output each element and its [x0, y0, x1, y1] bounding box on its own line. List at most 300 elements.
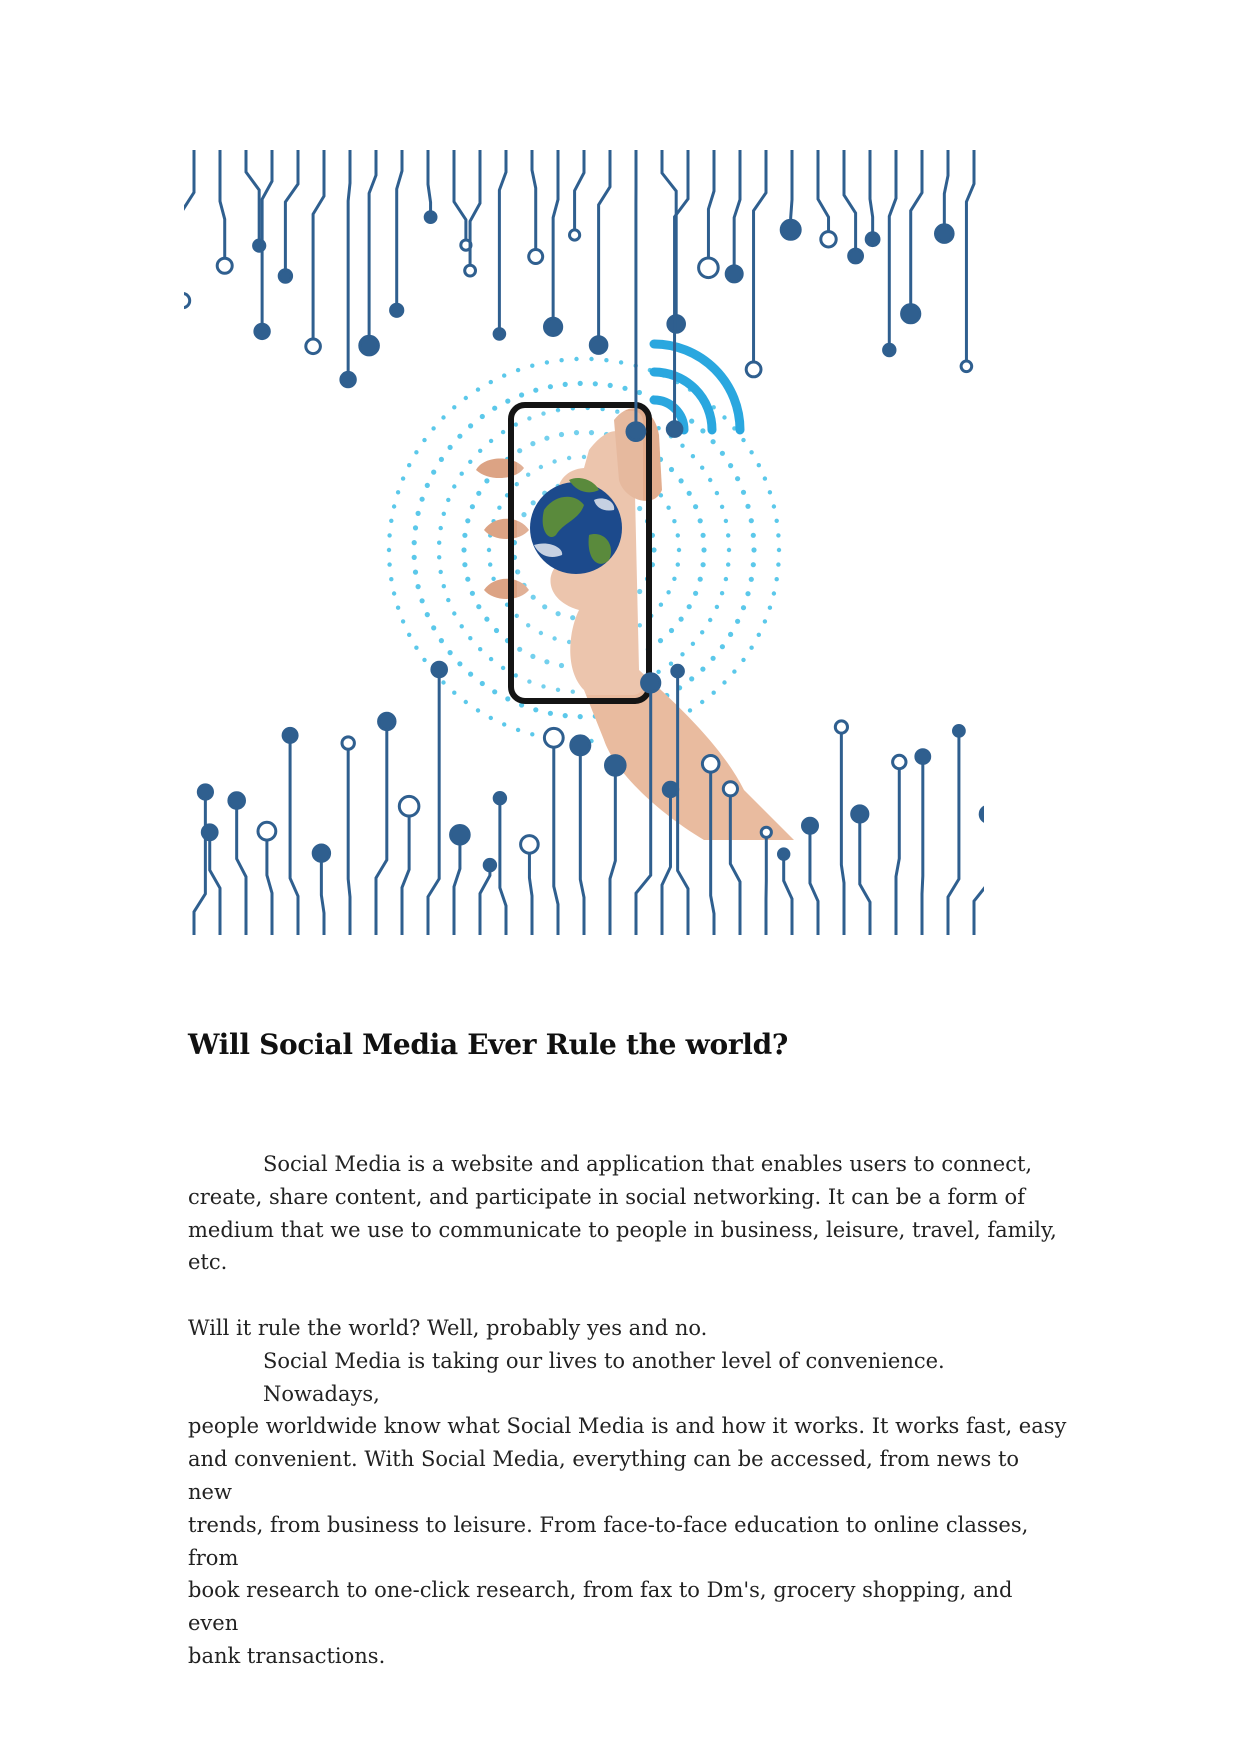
signal-dot: [728, 463, 733, 468]
signal-dot: [431, 625, 436, 630]
signal-dot: [396, 606, 400, 610]
circuit-trace: [184, 150, 194, 293]
signal-dot: [501, 666, 505, 670]
circuit-node: [313, 845, 329, 861]
signal-dot: [457, 434, 462, 439]
signal-dot: [637, 390, 642, 395]
signal-dot: [691, 454, 695, 458]
circuit-node: [229, 793, 245, 809]
signal-dot: [387, 548, 391, 552]
circuit-node: [884, 344, 895, 355]
signal-dot: [687, 491, 692, 496]
circuit-trace: [348, 150, 350, 372]
signal-dot: [680, 652, 684, 656]
circuit-node: [341, 372, 355, 386]
signal-dot: [442, 512, 446, 516]
signal-dot: [488, 562, 492, 566]
signal-dot: [412, 540, 417, 545]
signal-dot: [728, 632, 733, 637]
circuit-node: [668, 316, 685, 333]
signal-dot: [460, 472, 464, 476]
circuit-node: [342, 737, 354, 749]
signal-dot: [593, 381, 598, 386]
circuit-node: [494, 793, 505, 804]
circuit-node: [746, 362, 761, 377]
signal-dot: [468, 672, 473, 677]
circuit-trace: [966, 150, 974, 361]
signal-dot: [533, 707, 538, 712]
signal-dot: [689, 676, 694, 681]
circuit-trace: [944, 150, 948, 225]
paragraph-line: and convenient. With Social Media, everything can be accessed, from news to new: [188, 1447, 1020, 1504]
signal-dot: [700, 466, 704, 470]
signal-dot: [708, 478, 712, 482]
signal-dot: [669, 662, 673, 666]
signal-dot: [711, 439, 716, 444]
signal-dot: [489, 716, 493, 720]
signal-dot: [413, 525, 418, 530]
signal-dot: [457, 661, 462, 666]
signal-dot: [389, 577, 393, 581]
circuit-node: [852, 806, 868, 822]
circuit-trace: [470, 150, 480, 265]
signal-dot: [452, 691, 456, 695]
signal-dot: [545, 360, 549, 364]
signal-dot: [700, 630, 704, 634]
signal-dot: [741, 605, 746, 610]
signal-dot: [768, 490, 772, 494]
signal-dot: [452, 611, 456, 615]
circuit-node: [198, 785, 212, 799]
signal-dot: [578, 381, 583, 386]
signal-dot: [608, 383, 613, 388]
circuit-trace: [734, 150, 740, 266]
signal-dot: [700, 428, 705, 433]
signal-dot: [711, 656, 716, 661]
paragraph-line: book research to one-click research, from fax to Dm's, grocery shopping, and even: [188, 1578, 1013, 1636]
circuit-trace: [210, 840, 220, 935]
circuit-trace: [870, 150, 873, 233]
circuit-node: [399, 796, 419, 816]
signal-dot: [722, 680, 726, 684]
signal-dot: [468, 460, 472, 464]
signal-dot: [420, 598, 425, 603]
signal-dot: [489, 439, 493, 443]
circuit-node: [258, 822, 276, 840]
signal-dot: [693, 504, 698, 509]
circuit-node: [866, 233, 879, 246]
signal-dot: [437, 555, 441, 559]
circuit-node: [726, 266, 742, 282]
circuit-node: [916, 750, 930, 764]
signal-dot: [425, 483, 430, 488]
signal-dot: [452, 484, 456, 488]
circuit-trace: [896, 769, 899, 935]
signal-dot: [749, 450, 753, 454]
circuit-node: [642, 674, 660, 692]
signal-dot: [775, 577, 779, 581]
signal-dot: [751, 562, 756, 567]
circuit-node: [451, 826, 470, 845]
signal-dot: [676, 533, 680, 537]
signal-dot: [698, 518, 703, 523]
signal-dot: [530, 732, 534, 736]
signal-dot: [768, 606, 772, 610]
signal-dot: [448, 445, 453, 450]
signal-dot: [401, 619, 405, 623]
circuit-trace: [348, 749, 350, 935]
circuit-node: [545, 318, 562, 335]
circuit-trace: [428, 150, 431, 212]
circuit-trace: [369, 150, 376, 336]
signal-dot: [589, 357, 593, 361]
circuit-node: [667, 422, 682, 437]
circuit-node: [849, 249, 863, 263]
signal-dot: [478, 449, 482, 453]
signal-dot: [439, 457, 444, 462]
circuit-trace: [220, 150, 225, 258]
signal-dot: [700, 700, 704, 704]
circuit-trace: [267, 840, 272, 935]
circuit-trace: [532, 150, 536, 250]
signal-dot: [772, 504, 776, 508]
circuit-trace: [818, 150, 829, 232]
article-body: [188, 1148, 1068, 1673]
signal-dot: [480, 414, 485, 419]
signal-dot: [776, 562, 780, 566]
circuit-node: [936, 225, 954, 243]
signal-dot: [751, 533, 756, 538]
signal-dot: [676, 562, 680, 566]
circuit-trace: [575, 150, 584, 230]
circuit-node: [821, 232, 836, 247]
circuit-node: [432, 662, 447, 677]
signal-dot: [691, 642, 695, 646]
circuit-trace: [810, 833, 818, 935]
signal-dot: [389, 519, 393, 523]
signal-dot: [533, 388, 538, 393]
signal-dot: [724, 577, 728, 581]
signal-dot: [701, 533, 706, 538]
signal-dot: [439, 638, 444, 643]
circuit-trace: [246, 150, 259, 240]
circuit-node: [663, 782, 677, 796]
circuit-trace: [397, 150, 402, 304]
circuit-node: [494, 329, 505, 340]
signal-dot: [775, 519, 779, 523]
signal-dot: [559, 358, 563, 362]
circuit-node: [723, 782, 737, 796]
signal-dot: [480, 681, 485, 686]
signal-dot: [548, 384, 553, 389]
signal-dot: [679, 478, 684, 483]
signal-dot: [505, 696, 510, 701]
signal-dot: [422, 438, 426, 442]
signal-dot: [669, 467, 674, 472]
circuit-trace: [194, 799, 205, 935]
signal-dot: [757, 463, 761, 467]
signal-dot: [693, 591, 698, 596]
circuit-node: [484, 859, 495, 870]
signal-dot: [470, 504, 475, 509]
circuit-node: [699, 258, 719, 278]
signal-dot: [452, 405, 456, 409]
circuit-node: [544, 728, 563, 747]
circuit-trace: [500, 804, 506, 935]
signal-dot: [416, 511, 421, 516]
circuit-node: [202, 825, 217, 840]
signal-dot: [720, 451, 725, 456]
signal-dot: [749, 577, 754, 582]
signal-dot: [441, 680, 445, 684]
signal-dot: [672, 577, 676, 581]
circuit-trace: [610, 775, 615, 935]
social-media-illustration: [184, 150, 984, 935]
signal-dot: [777, 548, 781, 552]
signal-dot: [439, 526, 443, 530]
signal-dot: [431, 470, 436, 475]
signal-dot: [461, 547, 466, 552]
signal-dot: [465, 518, 470, 523]
signal-dot: [425, 612, 430, 617]
circuit-node: [672, 665, 684, 677]
paragraph: [188, 1148, 1068, 1279]
wifi-signal-icon: [654, 344, 740, 430]
signal-dot: [700, 667, 705, 672]
signal-dot: [396, 490, 400, 494]
signal-dot: [489, 380, 493, 384]
signal-dot: [470, 591, 475, 596]
circuit-node: [702, 756, 719, 773]
circuit-trace: [321, 861, 324, 935]
signal-dot: [468, 423, 473, 428]
circuit-node: [529, 250, 543, 264]
circuit-trace: [911, 150, 922, 305]
signal-dot: [732, 669, 736, 673]
circuit-node: [217, 258, 232, 273]
signal-dot: [468, 636, 472, 640]
circuit-node: [606, 756, 626, 776]
paragraph-line: trends, from business to leisure. From face-to-face education to online classes, from: [188, 1512, 1029, 1570]
signal-dot: [491, 577, 495, 581]
paragraph-line: create, share content, and participate in social networking. It can be a form of: [188, 1184, 1025, 1209]
signal-dot: [672, 519, 676, 523]
signal-dot: [501, 430, 505, 434]
circuit-node: [184, 293, 190, 307]
paragraph: [188, 1345, 1068, 1673]
circuit-trace: [948, 736, 959, 935]
circuit-trace: [313, 150, 324, 339]
signal-dot: [749, 518, 754, 523]
signal-dot: [727, 548, 731, 552]
circuit-trace: [480, 871, 490, 935]
signal-dot: [656, 670, 660, 674]
paragraph-line: medium that we use to communicate to people in business, leisure, travel, family, etc.: [188, 1217, 1057, 1275]
signal-dot: [741, 658, 745, 662]
signal-dot: [548, 711, 553, 716]
signal-dot: [741, 490, 746, 495]
circuit-node: [761, 827, 771, 837]
paragraph-line: Social Media is taking our lives to another level of convenience. Nowadays,: [263, 1348, 945, 1406]
paragraph: [188, 1312, 1068, 1345]
signal-dot: [407, 463, 411, 467]
circuit-node: [425, 212, 436, 223]
circuit-trace: [454, 844, 460, 935]
circuit-node: [521, 836, 539, 854]
illustration-svg: [184, 150, 984, 935]
signal-dot: [484, 478, 489, 483]
paragraph-line: Will it rule the world? Well, probably yes and no.: [188, 1315, 708, 1340]
signal-dot: [563, 713, 568, 718]
article-title: Will Social Media Ever Rule the world?: [188, 1028, 788, 1061]
signal-dot: [439, 570, 443, 574]
signal-dot: [497, 506, 501, 510]
circuit-node: [893, 755, 906, 768]
signal-dot: [708, 618, 712, 622]
circuit-node: [590, 337, 607, 354]
circuit-trace: [428, 677, 439, 935]
circuit-trace: [754, 150, 766, 362]
signal-dot: [757, 633, 761, 637]
signal-dot: [387, 562, 391, 566]
signal-dot: [698, 577, 703, 582]
signal-dot: [462, 562, 467, 567]
signal-dot: [726, 533, 730, 537]
signal-dot: [519, 392, 524, 397]
circuit-node: [255, 324, 269, 338]
circuit-trace: [290, 742, 298, 935]
signal-dot: [720, 644, 725, 649]
circuit-trace: [860, 822, 870, 935]
signal-dot: [465, 577, 470, 582]
circuit-node: [627, 423, 645, 441]
circuit-trace: [889, 150, 896, 344]
signal-dot: [464, 700, 468, 704]
circuit-node: [283, 728, 297, 742]
circuit-node: [571, 736, 590, 755]
signal-dot: [484, 617, 489, 622]
signal-dot: [658, 638, 663, 643]
circuit-node: [803, 818, 818, 833]
signal-dot: [763, 619, 767, 623]
signal-dot: [701, 562, 706, 567]
signal-dot: [687, 604, 692, 609]
signal-dot: [476, 387, 480, 391]
signal-dot: [659, 603, 663, 607]
signal-dot: [487, 548, 491, 552]
circuit-trace: [285, 150, 298, 270]
signal-dot: [446, 498, 450, 502]
circuit-trace: [376, 730, 387, 935]
signal-dot: [619, 360, 623, 364]
signal-dot: [446, 598, 450, 602]
signal-dot: [745, 504, 750, 509]
circuit-trace: [974, 822, 984, 935]
signal-dot: [666, 506, 670, 510]
circuit-node: [781, 220, 800, 239]
circuit-node: [391, 304, 403, 316]
signal-dot: [735, 476, 740, 481]
signal-dot: [712, 691, 716, 695]
signal-dot: [401, 476, 405, 480]
signal-dot: [530, 364, 534, 368]
circuit-node: [835, 721, 847, 733]
circuit-trace: [708, 150, 714, 258]
signal-dot: [462, 533, 467, 538]
signal-dot: [745, 591, 750, 596]
circuit-trace: [454, 150, 466, 240]
signal-dot: [492, 406, 497, 411]
signal-dot: [516, 728, 520, 732]
signal-dot: [478, 647, 482, 651]
signal-dot: [420, 497, 425, 502]
signal-dot: [392, 591, 396, 595]
signal-dot: [460, 624, 464, 628]
circuit-trace: [553, 150, 558, 318]
circuit-trace: [791, 150, 792, 220]
signal-dot: [414, 646, 418, 650]
signal-dot: [476, 604, 481, 609]
signal-dot: [604, 358, 608, 362]
circuit-trace: [237, 808, 246, 935]
circuit-trace: [580, 755, 584, 935]
signal-dot: [413, 570, 418, 575]
signal-dot: [651, 547, 656, 552]
signal-dot: [720, 505, 724, 509]
signal-dot: [724, 519, 728, 523]
signal-dot: [489, 657, 493, 661]
paragraph-line: people worldwide know what Social Media is and how it works. It works fast, easy: [188, 1414, 1067, 1439]
circuit-trace: [784, 859, 792, 935]
circuit-trace: [662, 797, 670, 935]
signal-dot: [772, 591, 776, 595]
circuit-trace: [844, 150, 856, 249]
circuit-trace: [499, 150, 506, 329]
signal-dot: [749, 646, 753, 650]
circuit-trace: [262, 150, 272, 324]
signal-dot: [735, 619, 740, 624]
signal-dot: [677, 548, 681, 552]
circuit-node: [961, 361, 972, 372]
signal-dot: [715, 605, 719, 609]
signal-dot: [669, 628, 674, 633]
paragraph-line: Social Media is a website and application that enables users to connect,: [263, 1152, 1033, 1176]
signal-dot: [701, 547, 706, 552]
signal-dot: [494, 628, 499, 633]
signal-dot: [715, 491, 719, 495]
circuit-node: [279, 270, 291, 282]
signal-dot: [492, 689, 497, 694]
circuit-node: [779, 849, 789, 859]
circuit-trace: [402, 816, 409, 935]
signal-dot: [414, 450, 418, 454]
signal-dot: [422, 658, 426, 662]
signal-dot: [448, 650, 453, 655]
signal-dot: [574, 357, 578, 361]
signal-dot: [476, 491, 481, 496]
circuit-node: [570, 230, 580, 240]
signal-dot: [392, 504, 396, 508]
signal-dot: [689, 419, 694, 424]
circuit-trace: [841, 733, 844, 935]
signal-dot: [505, 399, 510, 404]
signal-dot: [516, 368, 520, 372]
signal-dot: [412, 555, 417, 560]
circuit-node: [379, 713, 395, 729]
circuit-trace: [599, 150, 610, 337]
circuit-node: [954, 726, 965, 737]
circuit-node: [980, 806, 984, 822]
